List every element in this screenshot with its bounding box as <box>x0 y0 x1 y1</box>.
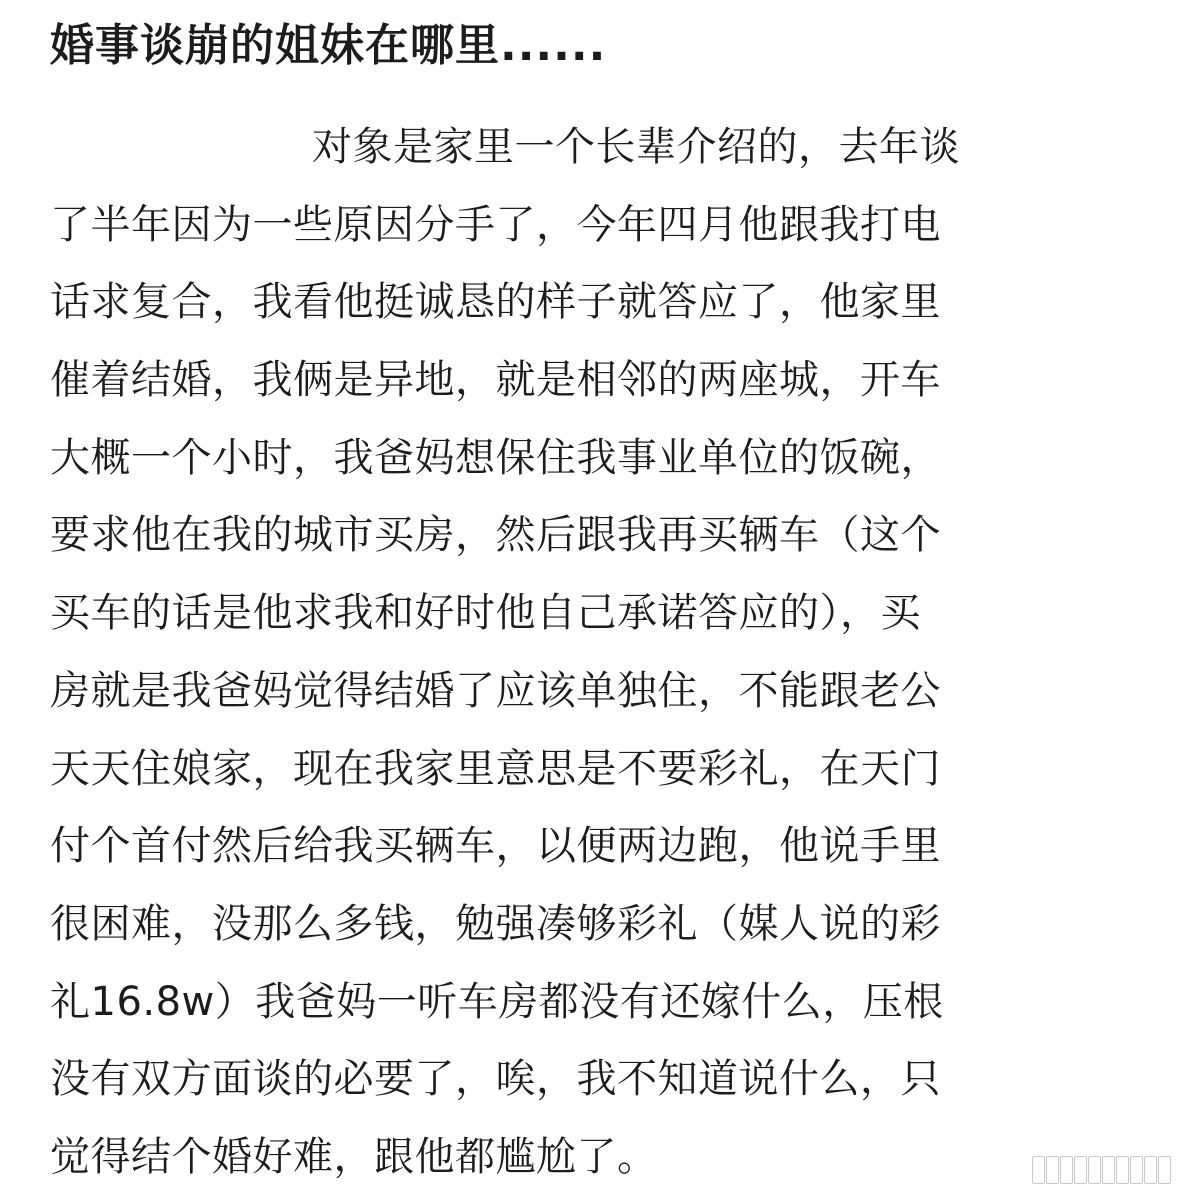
watermark-tile <box>1130 1156 1143 1184</box>
body-line: 大概一个小时，我爸妈想保住我事业单位的饭碗， <box>50 434 941 481</box>
body-line: 买车的话是他求我和好时他自己承诺答应的），买 <box>50 590 921 637</box>
watermark-tile <box>1060 1156 1073 1184</box>
watermark-logo <box>1032 1156 1171 1184</box>
post-title: 婚事谈崩的姐妹在哪里...... <box>50 20 607 71</box>
body-line: 话求复合，我看他挺诚恳的样子就答应了，他家里 <box>50 279 941 326</box>
watermark-tile <box>1046 1156 1059 1184</box>
watermark-tile <box>1116 1156 1129 1184</box>
body-line: 付个首付然后给我买辆车，以便两边跑，他说手里 <box>50 823 941 870</box>
body-line: 了半年因为一些原因分手了，今年四月他跟我打电 <box>50 201 941 248</box>
body-line: 房就是我爸妈觉得结婚了应该单独住，不能跟老公 <box>50 667 941 714</box>
body-line: 天天住娘家，现在我家里意思是不要彩礼，在天门 <box>50 745 941 792</box>
watermark-tile <box>1088 1156 1101 1184</box>
watermark-tile <box>1144 1156 1157 1184</box>
body-line: 没有双方面谈的必要了，唉，我不知道说什么，只 <box>50 1056 941 1103</box>
body-line: 礼16.8w）我爸妈一听车房都没有还嫁什么，压根 <box>50 978 944 1025</box>
body-line: 很困难，没那么多钱，勉强凑够彩礼（媒人说的彩 <box>50 900 941 947</box>
body-line: 催着结婚，我俩是异地，就是相邻的两座城，开车 <box>50 357 941 404</box>
body-line: 觉得结个婚好难，跟他都尴尬了。 <box>50 1133 658 1180</box>
post-body <box>50 109 1130 1197</box>
watermark-tile <box>1158 1156 1171 1184</box>
body-line: 对象是家里一个长辈介绍的，去年谈 <box>312 124 960 170</box>
watermark-tile <box>1032 1156 1045 1184</box>
watermark-tile <box>1102 1156 1115 1184</box>
watermark-tile <box>1074 1156 1087 1184</box>
body-line: 要求他在我的城市买房，然后跟我再买辆车（这个 <box>50 512 941 559</box>
